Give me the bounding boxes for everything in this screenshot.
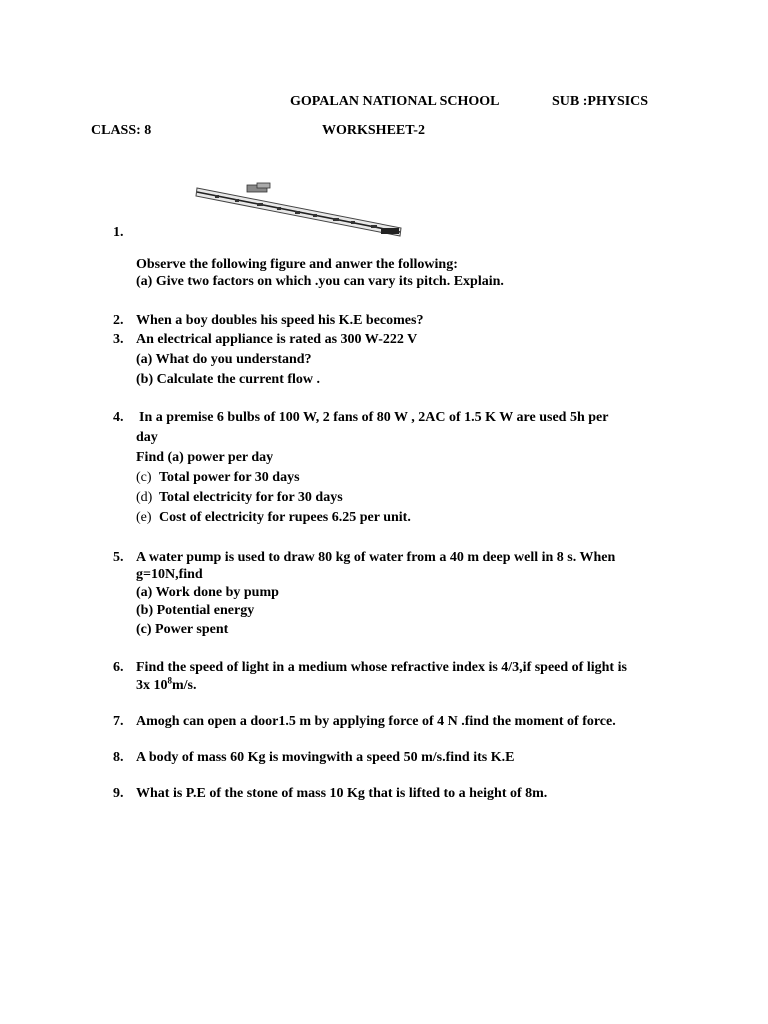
- question-text: A water pump is used to draw 80 kg of water from a 40 m deep well in 8 s. When: [136, 550, 616, 565]
- question-number: 3.: [113, 332, 124, 347]
- question-subpart: (b) Calculate the current flow .: [136, 372, 321, 387]
- worksheet-title: WORKSHEET-2: [322, 123, 425, 138]
- question-text: [136, 677, 197, 695]
- question-text: g=10N,find: [136, 567, 203, 582]
- class-label: CLASS: 8: [91, 123, 152, 138]
- question-number: 9.: [113, 786, 124, 801]
- question-text: day: [136, 430, 158, 445]
- question-number: 4.: [113, 410, 124, 425]
- subject-label: SUB :PHYSICS: [552, 94, 649, 109]
- speed-exponent: 8: [167, 675, 172, 686]
- subpart-label: (d): [136, 490, 153, 505]
- question-number: 1.: [113, 225, 124, 240]
- question-subpart: Cost of electricity for rupees 6.25 per unit.: [159, 510, 411, 525]
- question-text: Observe the following figure and anwer the following:: [136, 257, 458, 272]
- question-subpart: (a) Work done by pump: [136, 585, 279, 600]
- question-subpart: (a) Give two factors on which .you can vary its pitch. Explain.: [136, 274, 504, 289]
- subpart-label: (c): [136, 470, 152, 485]
- question-subpart: Total electricity for for 30 days: [159, 490, 343, 505]
- question-number: 6.: [113, 660, 124, 675]
- speed-unit: m/s.: [172, 678, 197, 693]
- subpart-label: (e): [136, 510, 152, 525]
- question-text: A body of mass 60 Kg is movingwith a speed 50 m/s.find its K.E: [136, 750, 515, 765]
- question-text: An electrical appliance is rated as 300 W-222 V: [136, 332, 418, 347]
- question-subpart: (a) What do you understand?: [136, 352, 312, 367]
- question-number: 7.: [113, 714, 124, 729]
- question-text: In a premise 6 bulbs of 100 W, 2 fans of 80 W , 2AC of 1.5 K W are used 5h per: [139, 410, 609, 425]
- question-number: 2.: [113, 313, 124, 328]
- school-name: GOPALAN NATIONAL SCHOOL: [290, 94, 500, 109]
- question-number: 8.: [113, 750, 124, 765]
- question-text: When a boy doubles his speed his K.E becomes?: [136, 313, 424, 328]
- question-subpart: (b) Potential energy: [136, 603, 255, 618]
- question-text: What is P.E of the stone of mass 10 Kg that is lifted to a height of 8m.: [136, 786, 548, 801]
- sonometer-figure-icon: [195, 180, 405, 240]
- question-subpart: (c) Power spent: [136, 622, 229, 637]
- question-number: 5.: [113, 550, 124, 565]
- speed-base: 3x 10: [136, 678, 168, 693]
- question-subpart: Total power for 30 days: [159, 470, 300, 485]
- question-text: Find the speed of light in a medium whose refractive index is 4/3,if speed of light is: [136, 660, 627, 675]
- question-subpart: Find (a) power per day: [136, 450, 274, 465]
- question-text: Amogh can open a door1.5 m by applying force of 4 N .find the moment of force.: [136, 714, 616, 729]
